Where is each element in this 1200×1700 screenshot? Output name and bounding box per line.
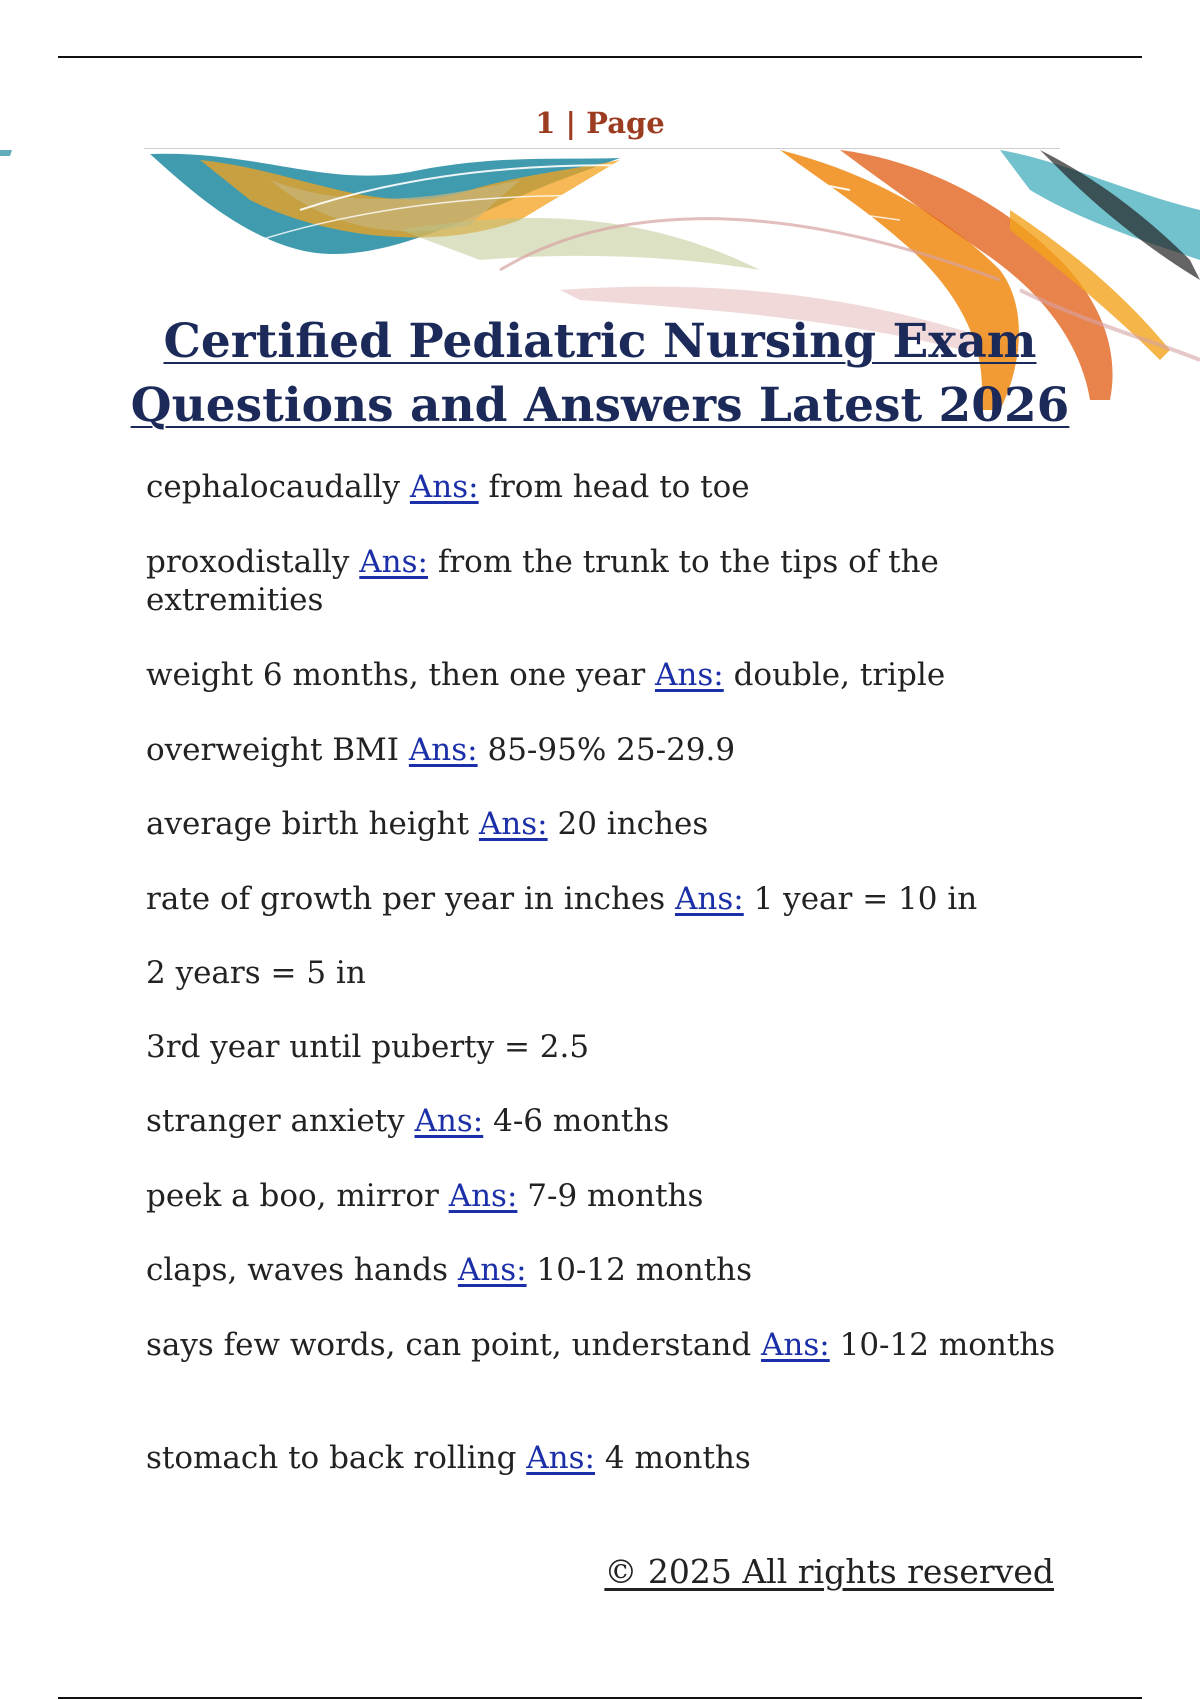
top-rule [58, 56, 1142, 58]
qa-item [146, 468, 1076, 506]
question-text: peek a boo, mirror [146, 1178, 439, 1214]
question-text: overweight BMI [146, 732, 400, 768]
copyright-notice: © 2025 All rights reserved [604, 1552, 1054, 1591]
qa-item [146, 1028, 1076, 1066]
answer-text: 20 inches [557, 806, 709, 842]
answer-text: double, triple [733, 657, 946, 693]
answer-text: 10-12 months [536, 1252, 753, 1288]
answer-text: from head to toe [488, 469, 750, 505]
question-text: rate of growth per year in inches [146, 881, 666, 917]
answer-text: 7-9 months [527, 1178, 704, 1214]
qa-item [146, 1177, 1076, 1215]
ans-link[interactable]: Ans: [675, 881, 744, 917]
question-text: proxodistally [146, 544, 350, 580]
qa-item [146, 1102, 1076, 1140]
question-text: says few words, can point, understand [146, 1327, 752, 1363]
question-text: weight 6 months, then one year [146, 657, 646, 693]
title-line-2: Questions and Answers Latest 2026 [130, 378, 1070, 433]
title-line-1: Certified Pediatric Nursing Exam [163, 314, 1037, 369]
answer-text: 10-12 months [839, 1327, 1056, 1363]
page-number: 1 | Page [535, 106, 665, 140]
answer-text: 1 year = 10 in [753, 881, 978, 917]
ans-link[interactable]: Ans: [409, 469, 479, 505]
answer-text: 85-95% 25-29.9 [487, 732, 736, 768]
ans-link[interactable]: Ans: [457, 1252, 527, 1288]
question-text: claps, waves hands [146, 1252, 449, 1288]
qa-item [146, 954, 1076, 992]
qa-item [146, 1251, 1076, 1289]
qa-item [146, 543, 1076, 619]
ans-link[interactable]: Ans: [761, 1327, 830, 1363]
ans-link[interactable]: Ans: [359, 544, 429, 580]
page-number-rule [144, 148, 1060, 149]
question-text: 2 years = 5 in [146, 955, 366, 991]
ans-link[interactable]: Ans: [526, 1440, 596, 1476]
qa-item [146, 880, 1076, 918]
qa-item [146, 805, 1076, 843]
document-title [130, 310, 1070, 438]
question-text: 3rd year until puberty = 2.5 [146, 1029, 590, 1065]
question-text: stomach to back rolling [146, 1440, 517, 1476]
bottom-rule [58, 1697, 1142, 1699]
answer-text: 4-6 months [493, 1103, 670, 1139]
qa-item [146, 731, 1076, 769]
question-text: stranger anxiety [146, 1103, 405, 1139]
ans-link[interactable]: Ans: [448, 1178, 518, 1214]
qa-item [146, 656, 1076, 694]
answer-text: from the trunk to the tips of the extremities [146, 544, 939, 618]
ans-link[interactable]: Ans: [655, 657, 724, 693]
qa-item [146, 1326, 1076, 1364]
question-text: average birth height [146, 806, 470, 842]
qa-item [146, 1439, 1076, 1477]
question-text: cephalocaudally [146, 469, 401, 505]
ans-link[interactable]: Ans: [478, 806, 548, 842]
ans-link[interactable]: Ans: [414, 1103, 484, 1139]
answer-text: 4 months [604, 1440, 751, 1476]
ans-link[interactable]: Ans: [408, 732, 478, 768]
